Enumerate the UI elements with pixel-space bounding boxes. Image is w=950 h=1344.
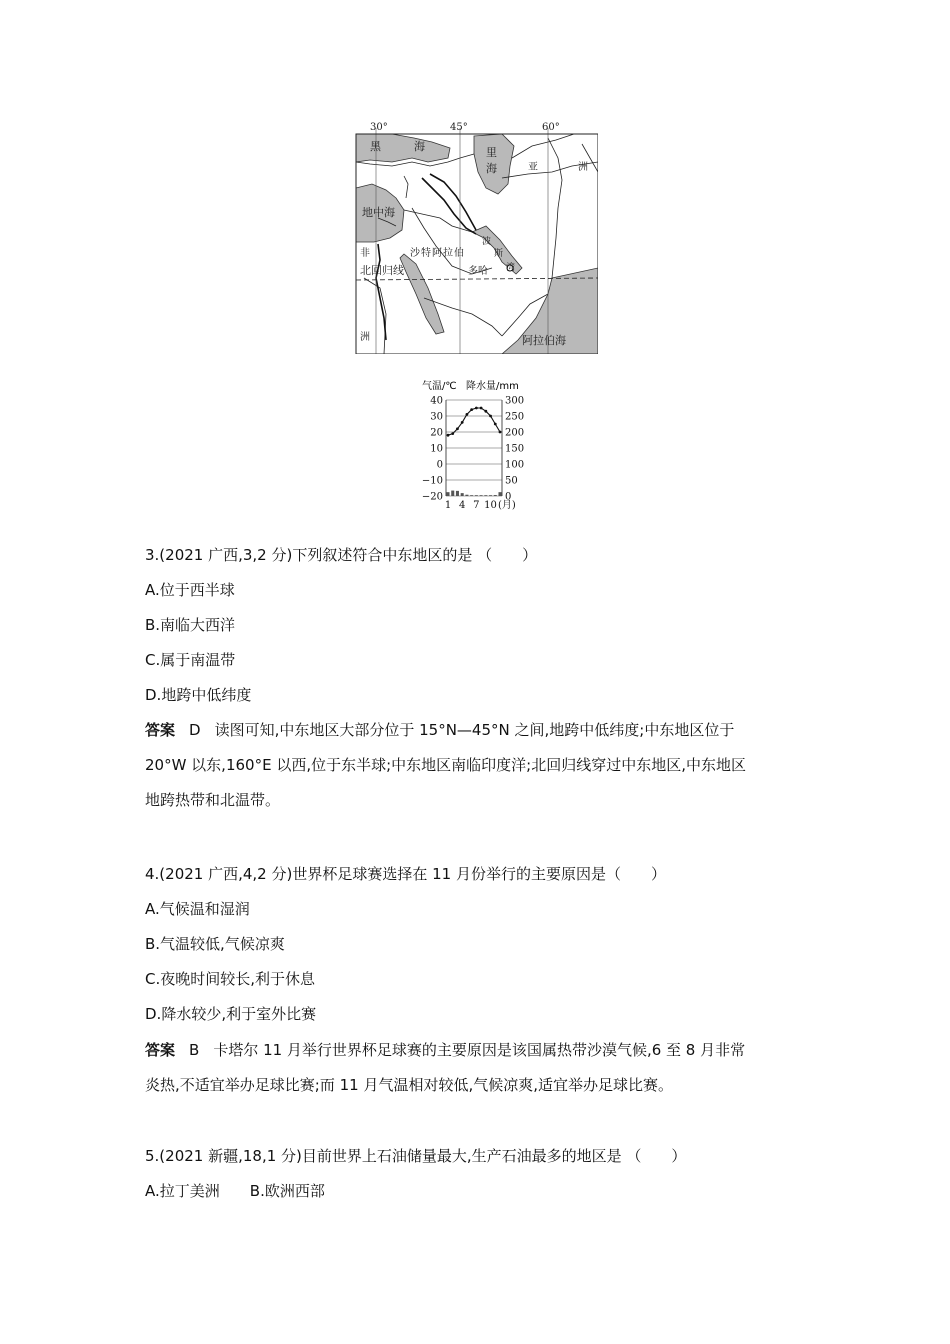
temperature-point bbox=[480, 407, 483, 410]
precip-tick-label: 200 bbox=[505, 427, 525, 439]
q3-answer-letter: D bbox=[189, 721, 201, 739]
temperature-point bbox=[466, 413, 469, 416]
month-tick-label: 7 bbox=[473, 500, 480, 511]
temperature-point bbox=[494, 423, 497, 426]
q3-option-a: A.位于西半球 bbox=[145, 581, 235, 599]
q3-answer bbox=[145, 713, 835, 818]
temperature-line bbox=[448, 408, 500, 435]
label-caspian-1: 里 bbox=[486, 146, 497, 159]
q3-explanation-line-1: 读图可知,中东地区大部分位于 15°N—45°N 之间,地跨中低纬度;中东地区位于 bbox=[214, 721, 735, 739]
precip-tick-label: 50 bbox=[505, 475, 518, 487]
temperature-point bbox=[470, 408, 473, 411]
precip-bar bbox=[456, 491, 459, 496]
left-axis-title: 气温/℃ bbox=[422, 381, 457, 392]
doha-climate-chart bbox=[414, 378, 564, 516]
temperature-point bbox=[456, 427, 459, 430]
month-tick-label: 1 bbox=[444, 500, 452, 511]
middle-east-map bbox=[352, 118, 598, 354]
precip-bar bbox=[451, 491, 454, 496]
q5-option-b: B.欧洲西部 bbox=[249, 1182, 325, 1200]
precip-bar bbox=[465, 495, 468, 496]
precip-bar bbox=[470, 495, 473, 496]
label-gulf-2: 斯 bbox=[494, 249, 504, 259]
temp-tick-label: 10 bbox=[430, 443, 443, 455]
month-unit-label: (月) bbox=[498, 500, 516, 511]
q4-explanation-line-2: 炎热,不适宜举办足球比赛;而 11 月气温相对较低,气候凉爽,适宜举办足球比赛。 bbox=[145, 1076, 673, 1094]
q3-option-b: B.南临大西洋 bbox=[145, 616, 236, 634]
label-africa-2: 洲 bbox=[360, 332, 370, 343]
precip-bar bbox=[489, 495, 492, 496]
precip-tick-label: 250 bbox=[505, 411, 525, 423]
precip-bar bbox=[461, 493, 464, 496]
q3-option-c: C.属于南温带 bbox=[145, 651, 236, 669]
temperature-point bbox=[451, 432, 454, 435]
label-caspian-2: 海 bbox=[486, 162, 497, 175]
label-asia-1: 亚 bbox=[528, 162, 538, 173]
q5-stem: 5.(2021 新疆,18,1 分)目前世界上石油储量最大,生产石油最多的地区是 （ ） bbox=[145, 1147, 687, 1165]
precip-bar bbox=[475, 495, 478, 496]
label-black-sea-1: 黑 bbox=[370, 140, 381, 153]
q4-option-d: D.降水较少,利于室外比赛 bbox=[145, 1005, 317, 1023]
red-sea-area bbox=[400, 254, 444, 334]
precip-bar bbox=[446, 492, 449, 496]
q3-stem: 3.(2021 广西,3,2 分)下列叙述符合中东地区的是 （ ） bbox=[145, 546, 538, 564]
precip-tick-label: 0 bbox=[505, 491, 512, 503]
temperature-point bbox=[499, 431, 502, 434]
q4-option-a: A.气候温和湿润 bbox=[145, 900, 250, 918]
q4-answer-letter: B bbox=[189, 1041, 200, 1059]
q3-answer-label: 答案 bbox=[145, 721, 176, 739]
label-black-sea-2: 海 bbox=[414, 140, 425, 153]
precip-bar bbox=[480, 495, 483, 496]
precip-bar bbox=[498, 492, 501, 496]
temp-tick-label: −10 bbox=[421, 475, 443, 487]
precip-tick-label: 300 bbox=[505, 395, 525, 407]
right-axis-title: 降水量/mm bbox=[466, 381, 519, 392]
label-tropic: 北回归线 bbox=[360, 264, 404, 277]
temperature-point bbox=[475, 407, 478, 410]
q4-option-b: B.气温较低,气候凉爽 bbox=[145, 935, 285, 953]
label-asia-2: 洲 bbox=[578, 162, 588, 173]
tigris-river bbox=[430, 174, 476, 230]
label-mediterranean: 地中海 bbox=[362, 206, 395, 219]
label-gulf-3: 湾 bbox=[506, 263, 516, 273]
temp-tick-label: 20 bbox=[430, 427, 443, 439]
temp-tick-label: −20 bbox=[421, 491, 443, 503]
temperature-point bbox=[489, 415, 492, 418]
temp-tick-label: 0 bbox=[436, 459, 443, 471]
temp-tick-label: 40 bbox=[430, 395, 443, 407]
month-tick-label: 10 bbox=[484, 500, 497, 511]
lon-label-30: 30° bbox=[370, 122, 388, 133]
q5-options bbox=[145, 1181, 325, 1201]
q3-option-d: D.地跨中低纬度 bbox=[145, 686, 252, 704]
label-arabian-sea: 阿拉伯海 bbox=[522, 334, 566, 347]
precip-tick-label: 150 bbox=[505, 443, 525, 455]
temperature-point bbox=[447, 434, 450, 437]
lon-label-60: 60° bbox=[542, 122, 560, 133]
label-doha: 多哈 bbox=[468, 266, 488, 277]
euphrates-river bbox=[422, 178, 476, 234]
precip-bar bbox=[484, 495, 487, 496]
q4-stem: 4.(2021 广西,4,2 分)世界杯足球赛选择在 11 月份举行的主要原因是（ ） bbox=[145, 865, 666, 883]
lon-label-45: 45° bbox=[450, 122, 468, 133]
precip-bar bbox=[494, 495, 497, 496]
temperature-point bbox=[484, 410, 487, 413]
q4-option-c: C.夜晚时间较长,利于休息 bbox=[145, 970, 316, 988]
q3-explanation-line-3: 地跨热带和北温带。 bbox=[145, 791, 281, 809]
q5-option-a: A.拉丁美洲 bbox=[145, 1182, 220, 1200]
q4-explanation-line-1: 卡塔尔 11 月举行世界杯足球赛的主要原因是该国属热带沙漠气候,6 至 8 月非常 bbox=[213, 1041, 746, 1059]
precip-tick-label: 100 bbox=[505, 459, 525, 471]
label-saudi: 沙特阿拉伯 bbox=[410, 248, 465, 259]
q4-answer-label: 答案 bbox=[145, 1041, 176, 1059]
label-gulf-1: 波 bbox=[482, 237, 492, 247]
q3-explanation-line-2: 20°W 以东,160°E 以西,位于东半球;中东地区南临印度洋;北回归线穿过中东地区,中东地区 bbox=[145, 756, 746, 774]
temperature-point bbox=[461, 421, 464, 424]
temp-tick-label: 30 bbox=[430, 411, 443, 423]
label-africa-1: 非 bbox=[360, 248, 370, 259]
q4-answer bbox=[145, 1033, 835, 1103]
month-tick-label: 4 bbox=[458, 500, 466, 511]
